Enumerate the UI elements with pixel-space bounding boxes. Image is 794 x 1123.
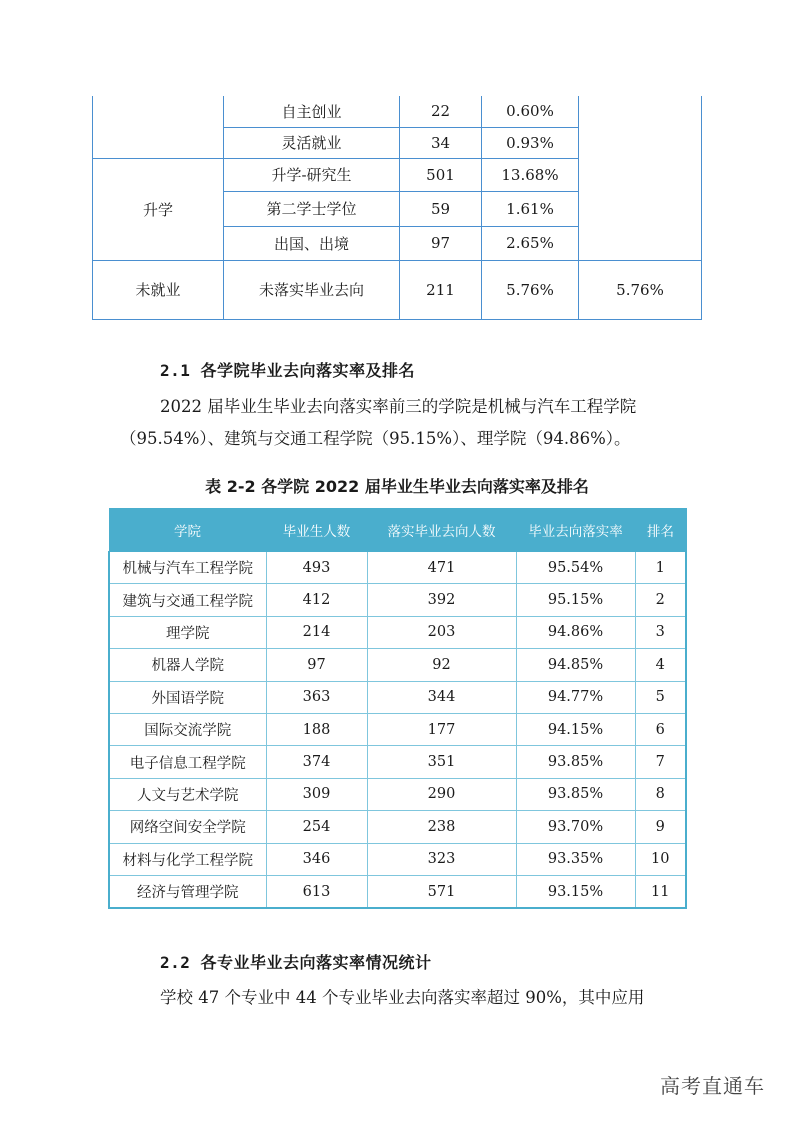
table-row <box>109 584 686 616</box>
count-cell: 97 <box>400 226 482 260</box>
rank-cell: 9 <box>635 811 686 843</box>
rank-cell: 11 <box>635 875 686 908</box>
table-row <box>109 875 686 908</box>
table-row <box>109 681 686 713</box>
rate-cell: 94.15% <box>516 713 635 745</box>
count-cell: 211 <box>400 260 482 319</box>
section-heading: 2.1 各学院毕业去向落实率及排名 <box>160 361 416 380</box>
rank-cell: 8 <box>635 778 686 810</box>
item-cell: 第二学士学位 <box>224 191 400 226</box>
rate-cell: 95.15% <box>516 584 635 616</box>
rank-cell: 1 <box>635 552 686 584</box>
table-row <box>109 649 686 681</box>
rank-cell: 4 <box>635 649 686 681</box>
college-cell: 材料与化学工程学院 <box>109 843 266 875</box>
rate-cell: 93.35% <box>516 843 635 875</box>
placed-cell: 323 <box>367 843 516 875</box>
graduates-cell: 309 <box>266 778 367 810</box>
placed-cell: 344 <box>367 681 516 713</box>
pct-cell: 1.61% <box>482 191 579 226</box>
rate-cell: 94.86% <box>516 616 635 648</box>
table-row <box>109 843 686 875</box>
item-cell: 自主创业 <box>224 96 400 127</box>
college-cell: 机器人学院 <box>109 649 266 681</box>
table-row <box>109 616 686 648</box>
college-cell: 国际交流学院 <box>109 713 266 745</box>
graduates-cell: 493 <box>266 552 367 584</box>
rate-cell: 95.54% <box>516 552 635 584</box>
category-cell: 未就业 <box>93 260 224 319</box>
placed-cell: 471 <box>367 552 516 584</box>
column-header: 排名 <box>635 509 686 552</box>
table-row <box>109 746 686 778</box>
column-header: 毕业去向落实率 <box>516 509 635 552</box>
graduates-cell: 374 <box>266 746 367 778</box>
rank-cell: 10 <box>635 843 686 875</box>
table-row <box>93 96 702 127</box>
count-cell: 22 <box>400 96 482 127</box>
graduates-cell: 254 <box>266 811 367 843</box>
total-cell: 5.76% <box>579 260 702 319</box>
count-cell: 34 <box>400 127 482 158</box>
college-cell: 建筑与交通工程学院 <box>109 584 266 616</box>
pct-cell: 5.76% <box>482 260 579 319</box>
graduates-cell: 346 <box>266 843 367 875</box>
table-row <box>109 778 686 810</box>
item-cell: 未落实毕业去向 <box>224 260 400 319</box>
rank-cell: 6 <box>635 713 686 745</box>
total-cell <box>579 96 702 260</box>
placed-cell: 392 <box>367 584 516 616</box>
body-paragraph: 2022 届毕业生毕业去向落实率前三的学院是机械与汽车工程学院（95.54%）、建筑与交通工程学院（95.15%）、理学院（94.86%）。 <box>120 397 637 448</box>
rate-cell: 93.85% <box>516 746 635 778</box>
pct-cell: 2.65% <box>482 226 579 260</box>
column-header: 学院 <box>109 509 266 552</box>
college-cell: 电子信息工程学院 <box>109 746 266 778</box>
graduates-cell: 412 <box>266 584 367 616</box>
graduates-cell: 97 <box>266 649 367 681</box>
column-header: 毕业生人数 <box>266 509 367 552</box>
body-paragraph: 学校 47 个专业中 44 个专业毕业去向落实率超过 90%，其中应用 <box>160 988 645 1007</box>
item-cell: 升学-研究生 <box>224 158 400 191</box>
item-cell: 出国、出境 <box>224 226 400 260</box>
rank-cell: 3 <box>635 616 686 648</box>
rate-cell: 94.85% <box>516 649 635 681</box>
college-cell: 人文与艺术学院 <box>109 778 266 810</box>
college-cell: 网络空间安全学院 <box>109 811 266 843</box>
table-row <box>93 260 702 319</box>
table-header-row <box>109 509 686 552</box>
rate-cell: 94.77% <box>516 681 635 713</box>
graduates-cell: 363 <box>266 681 367 713</box>
rate-cell: 93.85% <box>516 778 635 810</box>
employment-destination-table <box>92 96 702 320</box>
column-header: 落实毕业去向人数 <box>367 509 516 552</box>
placed-cell: 290 <box>367 778 516 810</box>
count-cell: 501 <box>400 158 482 191</box>
category-cell <box>93 96 224 158</box>
table-row <box>109 552 686 584</box>
placed-cell: 203 <box>367 616 516 648</box>
table-caption: 表 2-2 各学院 2022 届毕业生毕业去向落实率及排名 <box>205 477 589 496</box>
placed-cell: 571 <box>367 875 516 908</box>
section-heading: 2.2 各专业毕业去向落实率情况统计 <box>160 953 432 972</box>
rate-cell: 93.70% <box>516 811 635 843</box>
rank-cell: 5 <box>635 681 686 713</box>
college-cell: 理学院 <box>109 616 266 648</box>
college-cell: 经济与管理学院 <box>109 875 266 908</box>
category-cell: 升学 <box>93 158 224 260</box>
pct-cell: 0.60% <box>482 96 579 127</box>
watermark: 高考直通车 <box>660 1074 765 1098</box>
graduates-cell: 188 <box>266 713 367 745</box>
graduates-cell: 613 <box>266 875 367 908</box>
pct-cell: 13.68% <box>482 158 579 191</box>
graduates-cell: 214 <box>266 616 367 648</box>
item-cell: 灵活就业 <box>224 127 400 158</box>
college-cell: 机械与汽车工程学院 <box>109 552 266 584</box>
count-cell: 59 <box>400 191 482 226</box>
table-row <box>109 713 686 745</box>
pct-cell: 0.93% <box>482 127 579 158</box>
placed-cell: 177 <box>367 713 516 745</box>
rank-cell: 7 <box>635 746 686 778</box>
placed-cell: 238 <box>367 811 516 843</box>
placed-cell: 351 <box>367 746 516 778</box>
table-row <box>109 811 686 843</box>
rate-cell: 93.15% <box>516 875 635 908</box>
college-cell: 外国语学院 <box>109 681 266 713</box>
placed-cell: 92 <box>367 649 516 681</box>
college-ranking-table <box>108 508 687 909</box>
rank-cell: 2 <box>635 584 686 616</box>
